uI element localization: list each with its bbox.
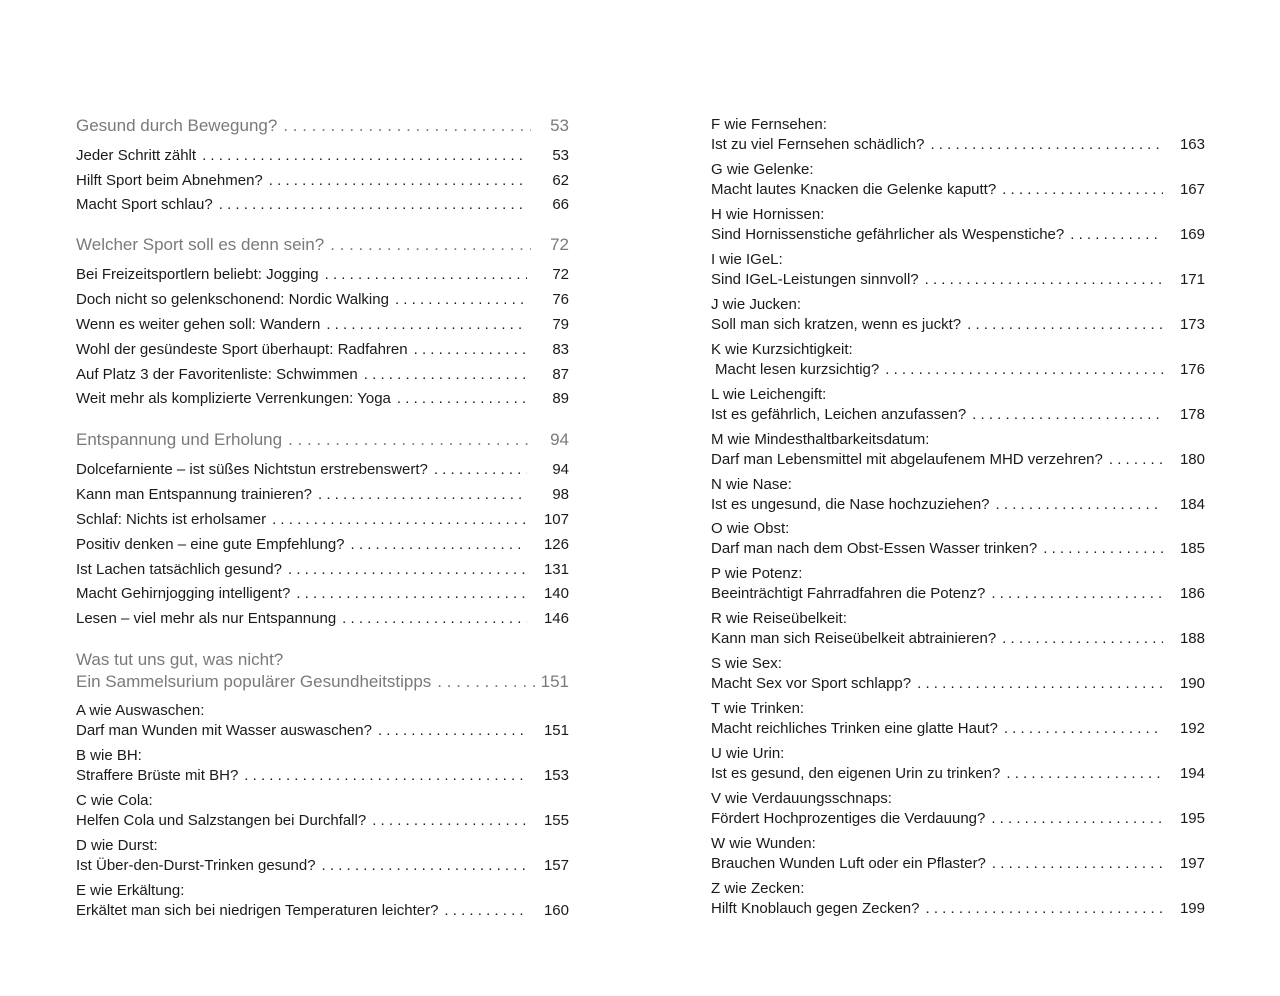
toc-page-number: 186 (1179, 585, 1205, 602)
toc-page-number: 185 (1179, 540, 1205, 557)
toc-entry-title: Ist Über-den-Durst-Trinken gesund? (76, 857, 316, 874)
dot-leader (991, 585, 1163, 602)
toc-entry[interactable] (76, 341, 569, 358)
dot-leader (296, 585, 527, 602)
dot-leader (1006, 765, 1163, 782)
toc-entry-letter: A wie Auswaschen: (76, 702, 205, 719)
dot-leader (1002, 630, 1163, 647)
toc-page-number: 83 (552, 341, 569, 358)
toc-page-number: 94 (550, 430, 569, 449)
toc-entry[interactable] (711, 406, 1205, 423)
toc-page-number: 194 (1179, 765, 1205, 782)
toc-entry-title: Ist es gefährlich, Leichen anzufassen? (711, 406, 967, 423)
toc-page-number: 151 (543, 722, 569, 739)
toc-entry-title: Kann man sich Reiseübelkeit abtrainieren? (711, 630, 997, 647)
dot-leader (1109, 451, 1163, 468)
toc-entry-title: Macht Sport schlau? (76, 196, 213, 213)
toc-page-number: 53 (552, 147, 569, 164)
toc-entry-title: Wohl der gesündeste Sport überhaupt: Radfahren (76, 341, 408, 358)
toc-entry[interactable] (711, 496, 1205, 513)
toc-section-title: Gesund durch Bewegung? (76, 116, 278, 135)
toc-page-number: 178 (1179, 406, 1205, 423)
toc-page-number: 199 (1179, 900, 1205, 917)
toc-page-number: 184 (1179, 496, 1205, 513)
toc-entry[interactable] (76, 486, 569, 503)
toc-entry[interactable] (711, 900, 1205, 917)
toc-entry-title: Erkältet man sich bei niedrigen Temperaturen leichter? (76, 902, 439, 919)
dot-leader (364, 366, 527, 383)
toc-entry-title: Wenn es weiter gehen soll: Wandern (76, 316, 321, 333)
toc-page-number: 153 (543, 767, 569, 784)
toc-entry-title: Jeder Schritt zählt (76, 147, 197, 164)
toc-entry-title: Macht Sex vor Sport schlapp? (711, 675, 912, 692)
toc-entry-title: Straffere Brüste mit BH? (76, 767, 239, 784)
toc-entry[interactable] (76, 172, 569, 189)
dot-leader (991, 810, 1163, 827)
toc-entry-title: Darf man Wunden mit Wasser auswaschen? (76, 722, 372, 739)
dot-leader (885, 361, 1163, 378)
toc-page-number: 192 (1179, 720, 1205, 737)
toc-entry[interactable] (76, 196, 569, 213)
dot-leader (326, 316, 527, 333)
toc-entry[interactable] (76, 366, 569, 383)
toc-page-number: 72 (550, 235, 569, 254)
toc-entry[interactable] (76, 857, 569, 874)
toc-entry-title: Bei Freizeitsportlern beliebt: Jogging (76, 266, 319, 283)
toc-page-number: 176 (1179, 361, 1205, 378)
toc-entry-title: Macht Gehirnjogging intelligent? (76, 585, 291, 602)
dot-leader (288, 561, 527, 578)
toc-entry-title: Beeinträchtigt Fahrradfahren die Potenz? (711, 585, 986, 602)
dot-leader (318, 486, 527, 503)
toc-page-number: 146 (543, 610, 569, 627)
dot-leader (972, 406, 1163, 423)
toc-entry-title: Sind IGeL-Leistungen sinnvoll? (711, 271, 919, 288)
dot-leader (272, 511, 527, 528)
toc-entry[interactable] (711, 361, 1205, 378)
toc-entry[interactable] (76, 511, 569, 528)
toc-page-number: 79 (552, 316, 569, 333)
toc-page-number: 197 (1179, 855, 1205, 872)
dot-leader (322, 857, 527, 874)
dot-leader (967, 316, 1163, 333)
toc-entry-letter: V wie Verdauungsschnaps: (711, 790, 892, 807)
toc-entry-title: Dolcefarniente – ist süßes Nichtstun erstrebenswert? (76, 461, 428, 478)
toc-page-number: 98 (552, 486, 569, 503)
toc-entry-letter: E wie Erkältung: (76, 882, 185, 899)
dot-leader (219, 196, 527, 213)
toc-entry[interactable] (711, 810, 1205, 827)
toc-entry-title: Macht lesen kurzsichtig? (715, 361, 880, 378)
toc-entry-letter: D wie Durst: (76, 837, 158, 854)
toc-entry[interactable] (76, 316, 569, 333)
toc-entry-title: Fördert Hochprozentiges die Verdauung? (711, 810, 986, 827)
toc-entry-letter: C wie Cola: (76, 792, 153, 809)
toc-section-heading[interactable] (76, 116, 569, 136)
dot-leader (444, 902, 527, 919)
dot-leader (925, 900, 1163, 917)
toc-entry-title: Schlaf: Nichts ist erholsamer (76, 511, 267, 528)
toc-page-number: 188 (1179, 630, 1205, 647)
toc-entry-letter: B wie BH: (76, 747, 142, 764)
toc-page-number: 87 (552, 366, 569, 383)
toc-entry-title: Ist es gesund, den eigenen Urin zu trinken? (711, 765, 1001, 782)
dot-leader (930, 136, 1163, 153)
toc-entry[interactable] (76, 147, 569, 164)
toc-section-title: Ein Sammelsurium populärer Gesundheitstipps (76, 672, 432, 691)
toc-entry[interactable] (711, 316, 1205, 333)
toc-page-number: 195 (1179, 810, 1205, 827)
toc-section-heading-line1[interactable]: Was tut uns gut, was nicht? (76, 650, 284, 669)
toc-entry-title: Doch nicht so gelenkschonend: Nordic Walking (76, 291, 389, 308)
toc-entry-letter: H wie Hornissen: (711, 206, 825, 223)
toc-page-number: 171 (1179, 271, 1205, 288)
toc-entry[interactable] (711, 540, 1205, 557)
toc-section-heading[interactable] (76, 672, 569, 692)
dot-leader (434, 461, 527, 478)
toc-entry-title: Soll man sich kratzen, wenn es juckt? (711, 316, 962, 333)
toc-entry[interactable] (711, 675, 1205, 692)
toc-entry[interactable] (76, 561, 569, 578)
toc-entry-title: Lesen – viel mehr als nur Entspannung (76, 610, 337, 627)
toc-entry[interactable] (76, 461, 569, 478)
toc-entry-title: Macht lautes Knacken die Gelenke kaputt? (711, 181, 997, 198)
toc-entry[interactable] (76, 291, 569, 308)
dot-leader (244, 767, 527, 784)
dot-leader (330, 235, 531, 255)
toc-entry-title: Auf Platz 3 der Favoritenliste: Schwimmen (76, 366, 358, 383)
dot-leader (437, 672, 536, 692)
toc-page-number: 89 (552, 390, 569, 407)
toc-entry-letter: O wie Obst: (711, 520, 790, 537)
dot-leader (395, 291, 527, 308)
toc-entry-letter: F wie Fernsehen: (711, 116, 827, 133)
dot-leader (996, 496, 1163, 513)
dot-leader (397, 390, 527, 407)
toc-page-number: 94 (552, 461, 569, 478)
toc-entry[interactable] (76, 585, 569, 602)
toc-entry[interactable] (711, 181, 1205, 198)
dot-leader (325, 266, 527, 283)
toc-entry-letter: L wie Leichengift: (711, 386, 827, 403)
toc-entry[interactable] (711, 271, 1205, 288)
toc-entry[interactable] (711, 451, 1205, 468)
toc-page-number: 151 (540, 672, 569, 691)
toc-page-number: 66 (552, 196, 569, 213)
dot-leader (414, 341, 527, 358)
toc-entry-letter: Z wie Zecken: (711, 880, 805, 897)
toc-entry[interactable] (76, 902, 569, 919)
toc-page-number: 180 (1179, 451, 1205, 468)
toc-page-number: 157 (543, 857, 569, 874)
dot-leader (288, 430, 531, 450)
toc-entry[interactable] (76, 767, 569, 784)
toc-entry-title: Weit mehr als komplizierte Verrenkungen: Yoga (76, 390, 391, 407)
toc-entry-title: Brauchen Wunden Luft oder ein Pflaster? (711, 855, 986, 872)
toc-page-number: 160 (543, 902, 569, 919)
toc-entry-letter: P wie Potenz: (711, 565, 803, 582)
dot-leader (917, 675, 1163, 692)
toc-page-number: 107 (543, 511, 569, 528)
toc-entry[interactable] (711, 585, 1205, 602)
dot-leader (342, 610, 527, 627)
toc-entry[interactable] (76, 722, 569, 739)
toc-entry-title: Positiv denken – eine gute Empfehlung? (76, 536, 345, 553)
toc-entry[interactable] (711, 720, 1205, 737)
toc-entry-letter: M wie Mindesthaltbarkeitsdatum: (711, 431, 930, 448)
toc-entry[interactable] (76, 812, 569, 829)
toc-entry-letter: T wie Trinken: (711, 700, 805, 717)
toc-section-title: Entspannung und Erholung (76, 430, 283, 449)
toc-page-number: 126 (543, 536, 569, 553)
dot-leader (925, 271, 1163, 288)
toc-entry-letter: I wie IGeL: (711, 251, 783, 268)
toc-page-number: 163 (1179, 136, 1205, 153)
dot-leader (351, 536, 527, 553)
toc-page-number: 173 (1179, 316, 1205, 333)
toc-entry-letter: G wie Gelenke: (711, 161, 814, 178)
toc-entry[interactable] (711, 855, 1205, 872)
dot-leader (202, 147, 527, 164)
toc-entry-letter: S wie Sex: (711, 655, 782, 672)
toc-entry[interactable] (711, 226, 1205, 243)
toc-page-number: 190 (1179, 675, 1205, 692)
toc-entry-letter: U wie Urin: (711, 745, 785, 762)
toc-page-number: 169 (1179, 226, 1205, 243)
toc-page-number: 76 (552, 291, 569, 308)
toc-entry-title: Kann man Entspannung trainieren? (76, 486, 313, 503)
toc-entry-letter: J wie Jucken: (711, 296, 802, 313)
toc-entry-title: Hilft Sport beim Abnehmen? (76, 172, 263, 189)
toc-page-number: 72 (552, 266, 569, 283)
toc-entry[interactable] (76, 266, 569, 283)
toc-entry[interactable] (711, 765, 1205, 782)
toc-section-heading[interactable] (76, 430, 569, 450)
toc-entry-title: Darf man Lebensmittel mit abgelaufenem MHD verzehren? (711, 451, 1103, 468)
dot-leader (1070, 226, 1163, 243)
toc-page-number: 155 (543, 812, 569, 829)
toc-entry-title: Ist es ungesund, die Nase hochzuziehen? (711, 496, 990, 513)
toc-entry-letter: R wie Reiseübelkeit: (711, 610, 847, 627)
dot-leader (992, 855, 1163, 872)
toc-page-number: 167 (1179, 181, 1205, 198)
toc-section-title: Welcher Sport soll es denn sein? (76, 235, 325, 254)
dot-leader (269, 172, 527, 189)
toc-entry-title: Ist zu viel Fernsehen schädlich? (711, 136, 925, 153)
dot-leader (378, 722, 527, 739)
toc-page-number: 140 (543, 585, 569, 602)
toc-entry[interactable] (76, 610, 569, 627)
toc-entry-letter: K wie Kurzsichtigkeit: (711, 341, 853, 358)
dot-leader (1043, 540, 1163, 557)
toc-entry-title: Helfen Cola und Salzstangen bei Durchfall? (76, 812, 367, 829)
dot-leader (1002, 181, 1163, 198)
toc-entry[interactable] (76, 390, 569, 407)
dot-leader (1004, 720, 1163, 737)
toc-entry[interactable] (76, 536, 569, 553)
toc-entry-letter: N wie Nase: (711, 476, 792, 493)
toc-entry-title: Ist Lachen tatsächlich gesund? (76, 561, 282, 578)
toc-page-number: 131 (543, 561, 569, 578)
toc-entry-title: Hilft Knoblauch gegen Zecken? (711, 900, 920, 917)
toc-entry-letter: W wie Wunden: (711, 835, 816, 852)
toc-entry-title: Sind Hornissenstiche gefährlicher als Wespenstiche? (711, 226, 1065, 243)
toc-entry[interactable] (711, 136, 1205, 153)
toc-entry-title: Darf man nach dem Obst-Essen Wasser trinken? (711, 540, 1038, 557)
toc-page-number: 62 (552, 172, 569, 189)
dot-leader (372, 812, 527, 829)
toc-section-heading[interactable] (76, 235, 569, 255)
dot-leader (283, 116, 531, 136)
toc-page-number: 53 (550, 116, 569, 135)
toc-entry[interactable] (711, 630, 1205, 647)
toc-entry-title: Macht reichliches Trinken eine glatte Haut? (711, 720, 998, 737)
